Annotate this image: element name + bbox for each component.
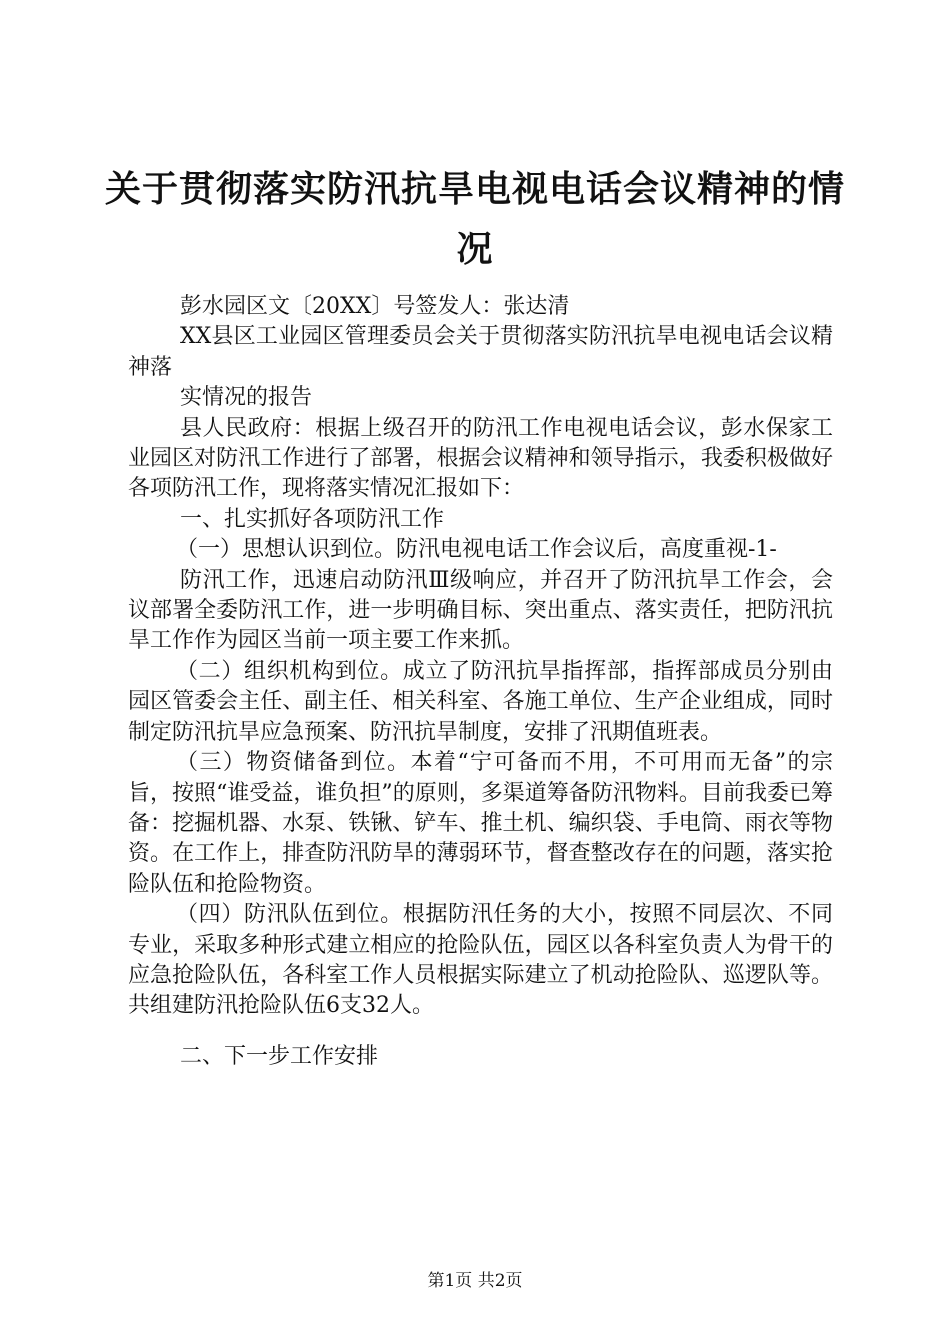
document-number-line: 彭水园区文〔20XX〕号签发人：张达清: [180, 294, 570, 319]
section-heading-1: 一、扎实抓好各项防汛工作: [180, 506, 445, 532]
item-3-paragraph: （三）物资储备到位。本着“宁可备而不用，不可用而无备”的宗旨，按照“谁受益，谁负担”的原则，多渠道筹备防汛物料。目前我委已筹备：挖掘机器、水泵、铁锹、铲车、推土机、编织袋、手电筒、雨衣等物资。在工作上，排查防汛防旱的薄弱环节，督查整改存在的问题，落实抢险队伍和抢险物资。: [128, 750, 833, 897]
page-footer: 第1页 共2页: [427, 1271, 523, 1291]
item-2-paragraph: （二）组织机构到位。成立了防汛抗旱指挥部，指挥部成员分别由园区管委会主任、副主任、相关科室、各施工单位、生产企业组成，同时制定防汛抗旱应急预案、防汛抗旱制度，安排了汛期值班表。: [128, 658, 833, 745]
document-title: 关于贯彻落实防汛抗旱电视电话会议精神的情况: [104, 169, 845, 270]
item-1-continuation: 防汛工作，迅速启动防汛Ⅲ级响应，并召开了防汛抗旱工作会，会议部署全委防汛工作，进一步明确目标、突出重点、落实责任，把防汛抗旱工作作为园区当前一项主要工作来抓。: [128, 567, 833, 654]
document-body: [128, 292, 833, 1072]
section-heading-2: 二、下一步工作安排: [180, 1043, 379, 1069]
item-1-paragraph: （一）思想认识到位。防汛电视电话工作会议后，高度重视-1-: [176, 537, 777, 563]
report-heading-line-1: XX县区工业园区管理委员会关于贯彻落实防汛抗旱电视电话会议精神落: [128, 324, 833, 380]
report-heading-line-2: 实情况的报告: [180, 385, 313, 411]
salutation-paragraph: 县人民政府：根据上级召开的防汛工作电视电话会议，彭水保家工业园区对防汛工作进行了部署，根据会议精神和领导指示，我委积极做好各项防汛工作，现将落实情况汇报如下：: [128, 415, 833, 502]
item-4-paragraph: （四）防汛队伍到位。根据防汛任务的大小，按照不同层次、不同专业，采取多种形式建立相应的抢险队伍，园区以各科室负责人为骨干的应急抢险队伍，各科室工作人员根据实际建立了机动抢险队、巡逻队等。共组建防汛抢险队伍6支32人。: [128, 902, 833, 1019]
